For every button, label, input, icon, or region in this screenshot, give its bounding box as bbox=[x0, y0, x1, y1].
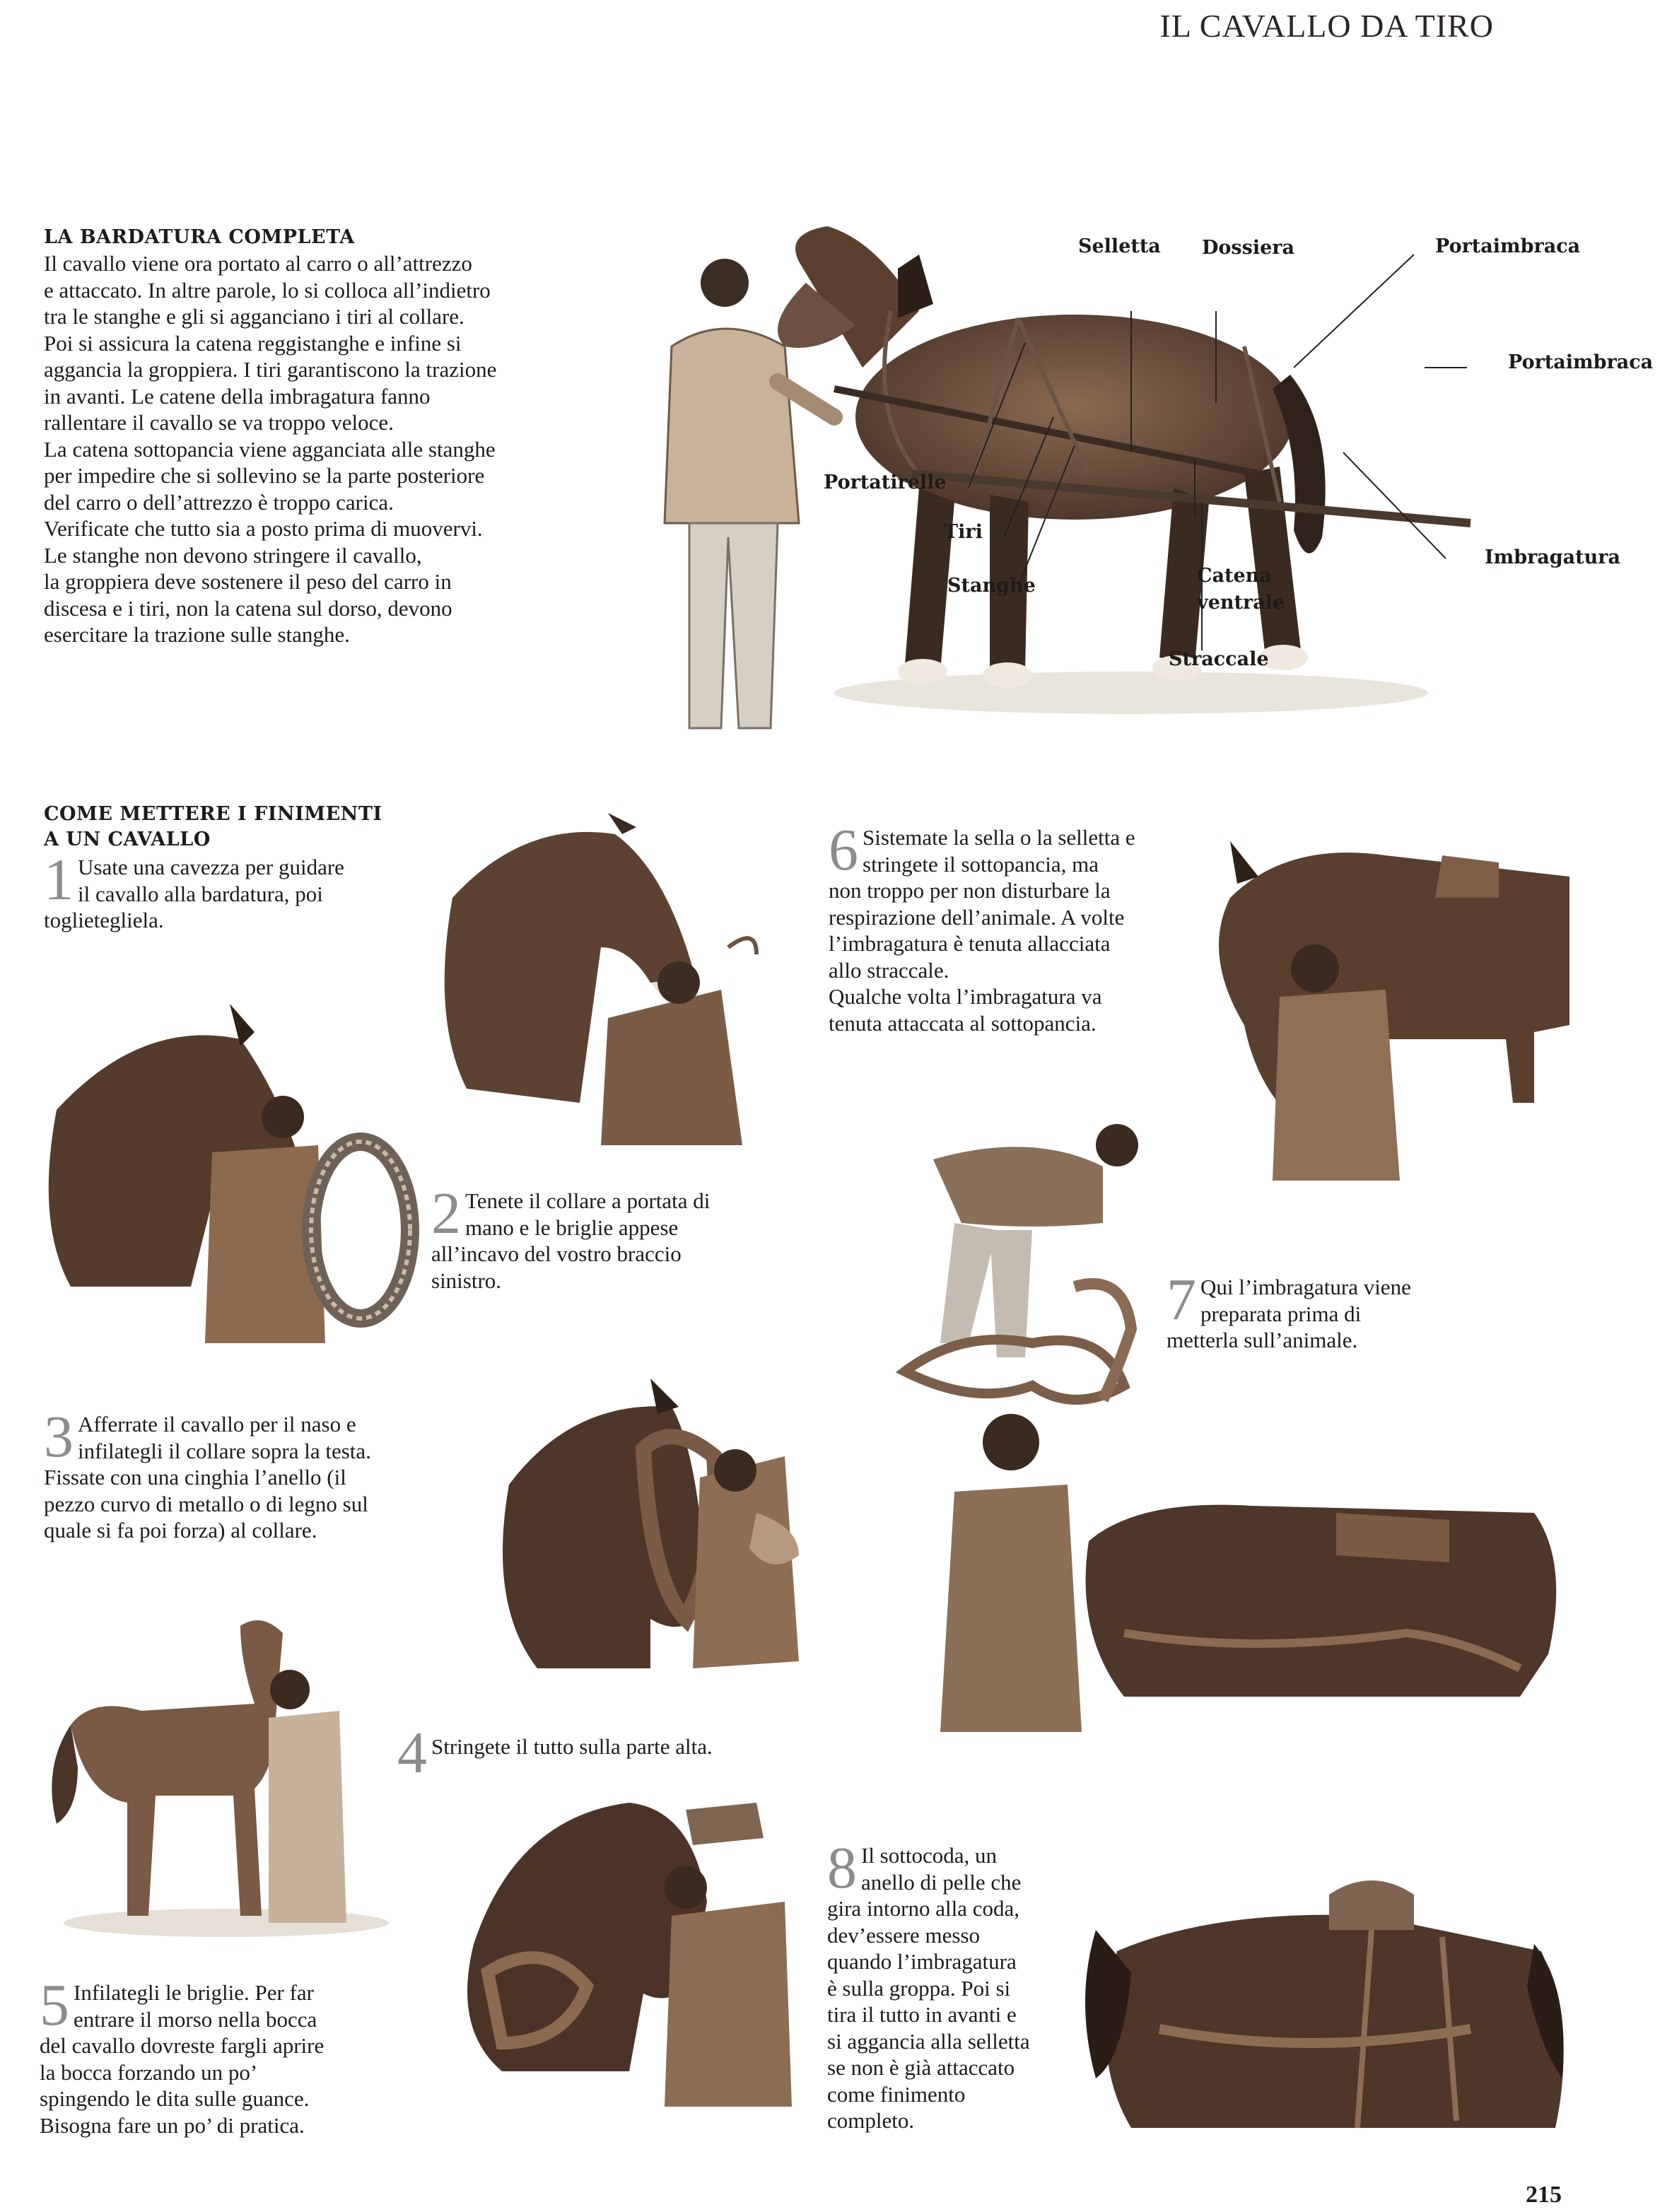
step-line: l’imbragatura è tenuta allacciata bbox=[829, 931, 1111, 956]
step-line: completo. bbox=[827, 2108, 915, 2133]
step-1-illustration bbox=[424, 806, 792, 1152]
step-line: entrare il morso nella bocca bbox=[74, 2006, 317, 2032]
harness-line: del carro o dell’attrezzo è troppo carica. bbox=[44, 489, 394, 515]
harness-line: tra le stanghe e gli si agganciano i tiri al collare. bbox=[44, 304, 464, 329]
horse-figure bbox=[778, 226, 1326, 688]
howto-title bbox=[44, 802, 382, 853]
step-number: 1 bbox=[44, 847, 74, 913]
harness-line: La catena sottopancia viene agganciata alle stanghe bbox=[44, 436, 496, 462]
label-portaimbraca-top: Portaimbraca bbox=[1435, 235, 1581, 257]
step-line: Tenete il collare a portata di bbox=[465, 1188, 711, 1213]
step-7 bbox=[1167, 1267, 1492, 1354]
step-line: Qui l’imbragatura viene bbox=[1200, 1275, 1411, 1299]
step-line: toglietegliela. bbox=[44, 908, 164, 932]
page-number: 215 bbox=[1526, 2182, 1562, 2208]
step-line: all’incavo del vostro braccio bbox=[431, 1241, 682, 1266]
harness-line: in avanti. Le catene della imbragatura fanno bbox=[44, 383, 431, 409]
step-8-lower-illustration bbox=[1075, 1845, 1584, 2156]
step-line: Stringete il tutto sulla parte alta. bbox=[431, 1734, 713, 1759]
step-line: Infilategli le briglie. Per far bbox=[74, 1980, 315, 2005]
harness-text-block bbox=[44, 225, 602, 648]
step-line: metterla sull’animale. bbox=[1167, 1328, 1358, 1352]
step-5-illustration bbox=[460, 1760, 827, 2114]
step-line: si aggancia alla selletta bbox=[827, 2028, 1030, 2054]
label-tiri: Tiri bbox=[944, 521, 983, 543]
step-2 bbox=[431, 1181, 799, 1294]
step-line: tira il tutto in avanti e bbox=[827, 2002, 1017, 2027]
label-dossiera: Dossiera bbox=[1202, 237, 1294, 259]
step-8-upper-illustration bbox=[912, 1400, 1577, 1781]
step-8 bbox=[827, 1835, 1096, 2134]
step-4-illustration bbox=[28, 1584, 396, 1951]
step-line: gira intorno alla coda, bbox=[827, 1896, 1020, 1921]
step-line: Afferrate il cavallo per il naso e bbox=[78, 1412, 356, 1436]
step-number: 5 bbox=[40, 1972, 69, 2038]
harness-line: per impedire che si sollevino se la parte posteriore bbox=[44, 463, 485, 488]
step-line: infilategli il collare sopra la testa. bbox=[78, 1438, 371, 1463]
step-6-illustration bbox=[1174, 813, 1584, 1181]
step-line: allo straccale. bbox=[829, 957, 949, 983]
step-line: preparata prima di bbox=[1200, 1301, 1362, 1326]
label-selletta: Selletta bbox=[1078, 235, 1161, 257]
step-number: 8 bbox=[827, 1835, 857, 1901]
step-line: tenuta attaccata al sottopancia. bbox=[829, 1010, 1097, 1036]
label-catena-ventrale bbox=[1197, 563, 1285, 616]
label-catena-line2: ventrale bbox=[1197, 592, 1285, 614]
harness-line: rallentare il cavallo se va troppo veloce. bbox=[44, 410, 394, 435]
harness-line: Poi si assicura la catena reggistanghe e infine si bbox=[44, 330, 462, 356]
step-line: mano e le briglie appese bbox=[465, 1215, 679, 1240]
step-number: 6 bbox=[829, 817, 858, 883]
step-line: stringete il sottopancia, ma bbox=[863, 851, 1099, 877]
label-catena-line1: Catena bbox=[1197, 565, 1272, 587]
label-portatirelle: Portatirelle bbox=[824, 472, 947, 493]
running-title: IL CAVALLO DA TIRO bbox=[1159, 8, 1494, 44]
step-line: Bisogna fare un po’ di pratica. bbox=[40, 2112, 305, 2138]
label-straccale: Straccale bbox=[1169, 648, 1269, 670]
step-line: se non è già attaccato bbox=[827, 2055, 1015, 2080]
step-2-illustration bbox=[28, 990, 424, 1357]
step-line: del cavallo dovreste fargli aprire bbox=[40, 2033, 325, 2058]
step-line: Qualche volta l’imbragatura va bbox=[829, 984, 1102, 1009]
label-imbragatura: Imbragatura bbox=[1485, 546, 1620, 568]
step-line: spingendo le dita sulle guance. bbox=[40, 2086, 310, 2111]
full-harness-illustration bbox=[622, 205, 1541, 763]
step-line: come finimento bbox=[827, 2081, 966, 2107]
harness-line: aggancia la groppiera. I tiri garantiscono la trazione bbox=[44, 357, 497, 382]
harness-line: Il cavallo viene ora portato al carro o all’attrezzo bbox=[44, 251, 472, 276]
step-3-illustration bbox=[488, 1371, 827, 1704]
step-number: 2 bbox=[431, 1181, 461, 1246]
harness-line: Le stanghe non devono stringere il cavallo, bbox=[44, 542, 422, 568]
howto-title-line1: COME METTERE I FINIMENTI bbox=[44, 803, 382, 825]
step-line: la bocca forzando un po’ bbox=[40, 2059, 258, 2085]
harness-body bbox=[44, 250, 602, 648]
step-line: anello di pelle che bbox=[861, 1869, 1022, 1895]
howto-title-line2: A UN CAVALLO bbox=[44, 829, 211, 850]
step-line: pezzo curvo di metallo o di legno sul bbox=[44, 1491, 368, 1516]
step-line: Usate una cavezza per guidare bbox=[78, 855, 344, 879]
step-number: 7 bbox=[1167, 1267, 1196, 1333]
step-line: non troppo per non disturbare la bbox=[829, 878, 1111, 903]
step-3 bbox=[44, 1404, 468, 1544]
step-line: il cavallo alla bardatura, poi bbox=[78, 881, 323, 906]
harness-line: e attaccato. In altre parole, lo si colloca all’indietro bbox=[44, 277, 491, 303]
step-line: sinistro. bbox=[431, 1268, 502, 1293]
step-6 bbox=[829, 817, 1224, 1036]
step-number: 3 bbox=[44, 1404, 74, 1470]
harness-line: la groppiera deve sostenere il peso del carro in bbox=[44, 569, 452, 594]
harness-line: discesa e i tiri, non la catena sul dorso, devono bbox=[44, 595, 452, 621]
label-portaimbraca-right: Portaimbraca bbox=[1508, 351, 1654, 373]
step-line: Il sottocoda, un bbox=[861, 1843, 997, 1868]
step-line: quando l’imbragatura bbox=[827, 1949, 1017, 1974]
harness-line: Verificate che tutto sia a posto prima di muovervi. bbox=[44, 516, 483, 541]
step-line: Fissate con una cinghia l’anello (il bbox=[44, 1465, 346, 1490]
harness-title: LA BARDATURA COMPLETA bbox=[44, 226, 355, 248]
label-stanghe: Stanghe bbox=[947, 575, 1036, 597]
step-1 bbox=[44, 847, 411, 934]
step-line: quale si fa poi forza) al collare. bbox=[44, 1518, 317, 1543]
step-line: dev’essere messo bbox=[827, 1922, 981, 1948]
harness-line: esercitare la trazione sulle stanghe. bbox=[44, 622, 350, 647]
step-line: è sulla groppa. Poi si bbox=[827, 1975, 1011, 2001]
step-line: respirazione dell’animale. A volte bbox=[829, 904, 1125, 930]
step-7-illustration bbox=[891, 1103, 1167, 1414]
step-5 bbox=[40, 1972, 435, 2138]
step-line: Sistemate la sella o la selletta e bbox=[863, 825, 1135, 850]
step-number: 4 bbox=[397, 1720, 427, 1786]
